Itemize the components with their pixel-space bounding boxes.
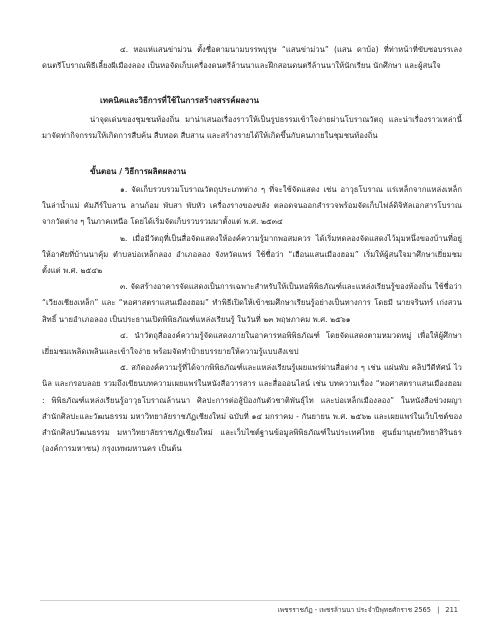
section-heading: เทคนิคและวิธีการที่ใช้ในการสร้างสรรค์ผลงาน	[100, 96, 260, 105]
intro-item-text: ๔. หอแห่แสนข่าม่วน ตั้งชื่อตามนามบรรพบุรุษ “แสนข่าม่วน” (แสน ดาบ้อ) ที่ท่าหน้าที่ขับซอบรรเลงดนตรีโบราณพิธีเลี้ยงผีเมืองลอง เป็นหอจัดเก็บเครื่องดนตรีล้านนาและฝึกสอนดนตรีล้านนาให้นักเรียน นักศึกษา และผู้สนใจ	[42, 45, 462, 71]
page-number: 211	[445, 606, 458, 614]
step-1-text: ๑. จัดเก็บรวบรวมโบราณวัตถุประเภทต่าง ๆ ที่จะใช้จัดแสดง เช่น อาวุธโบราณ แร่เหล็กจากแหล่งเหล็กในล่าน้ำแม่ คัมภีร์ใบลาน ลานก้อม พับสา พับหัว เครื่องรางของขลัง ตลอดจนออกสำรวจพร้อมจัดเก็บไฟล์ดิจิทัลเอกสารโบราณจากวัดต่าง ๆ ในภาคเหนือ โดยได้เริ่มจัดเก็บรวบรวมมาตั้งแต่ พ.ศ. ๒๕๓๔	[42, 185, 462, 227]
step-5-text: ๕. สกัดองค์ความรู้ที่ได้จากพิพิธภัณฑ์และแหล่งเรียนรู้เผยแพร่ผ่านสื่อต่าง ๆ เช่น แผ่นพับ คลิปวีดีทัศน์ ไวนิล และกรอบลอย รวมถึงเขียนบทความเผยแพร่ในหนังสือวารสาร และสื่อออนไลน์ เช่น บทความเรื่อง “หอศาสตราแสนเมืองฮอม : พิพิธภัณฑ์แหล่งเรียนรู้อาวุธโบราณล้านนา ศิลปะการต่อสู้ป้องกันตัวชาติพันธุ์ไท และบ่อเหล็กเมืองลอง” ในหนังสือข่วงผญา สำนักศิลปะและวัฒนธรรม มหาวิทยาลัยราชภัฏเชียงใหม่ ฉบับที่ ๑๔ มกราคม - กันยายน พ.ศ. ๒๕๖๒ และเผยแพร่ในเว็บไซต์ของสำนักศิลปวัฒนธรรม มหาวิทยาลัยราชภัฏเชียงใหม่ และเว็บไซต์ฐานข้อมูลพิพิธภัณฑ์ในประเทศไทย ศูนย์มานุษยวิทยาสิรินธร (องค์การมหาชน) กรุงเทพมหานคร เป็นต้น	[42, 363, 462, 454]
section-body-text: น่าจุดเด่นของชุมชนท้องถิ่น มาน่าเสนอเรื่องราวให้เป็นรูปธรรมเข้าใจง่ายผ่านโบราณวัตถุ และน่าเรื่องราวเหล่านี้มาจัดท่ากิจกรรมให้เกิดการสืบค้น สืบทอด สืบสาน และสร้างรายได้ให้เกิดขึ้นกับคนภายในชุมชนท้องถิ่น	[42, 115, 462, 141]
footer-publication-title: เพชรราชภัฏ - เพชรล้านนา ประจำปีพุทธศักราช 2565	[277, 606, 431, 614]
steps-heading: ขั้นตอน / วิธีการผลิตผลงาน	[90, 167, 187, 176]
section-body-paragraph	[42, 112, 462, 144]
intro-paragraph	[42, 42, 462, 74]
steps-list	[42, 182, 462, 457]
step-2-text: ๒. เมื่อมีวัตถุที่เป็นสื่อจัดแสดงให้องค์ความรู้มากพอสมควร ได้เริ่มทดลองจัดแสดงไว้มุมหนึ่งของบ้านที่อยู่ให้อาศัยที่บ้านนาคุ้ม ตำบลบ่อเหล็กลอง อำเภอลอง จังหวัดแพร่ ใช้ชื่อว่า “เฮือนแสนเมืองฮอม” เริ่มให้ผู้สนใจมาศึกษาเยี่ยมชม ตั้งแต่ พ.ศ. ๒๕๔๒	[42, 233, 462, 276]
step-3-text: ๓. จัดสร้างอาคารจัดแสดงเป็นการเฉพาะสำหรับให้เป็นหอพิพิธภัณฑ์และแหล่งเรียนรู้ของท้องถิ่น ใช้ชื่อว่า “เวียงเชียงเหล็ก” และ “หอศาสตราแสนเมืองฮอม” ทำพิธีเปิดให้เข้าชมศึกษาเรียนรู้อย่างเป็นทางการ โดยมี นายจรินทร์ เก่งสวนสิทธิ์ นายอำเภอลอง เป็นประธานเปิดพิพิธภัณฑ์แหล่งเรียนรู้ ในวันที่ ๒๓ พฤษภาคม พ.ศ. ๒๕๖๑	[42, 282, 462, 324]
step-4-text: ๔. นำวัตถุสื่อองค์ความรู้จัดแสดงภายในอาคารหอพิพิธภัณฑ์ โดยจัดแสดงตามหมวดหมู่ เพื่อให้ผู้ศึกษาเยี่ยมชมเพลิดเพลินและเข้าใจง่าย พร้อมจัดทำป้ายบรรยายให้ความรู้แบบสังเขป	[42, 330, 462, 357]
footer-separator: |	[437, 606, 440, 614]
footer-divider	[40, 600, 460, 601]
page-footer	[278, 605, 458, 615]
